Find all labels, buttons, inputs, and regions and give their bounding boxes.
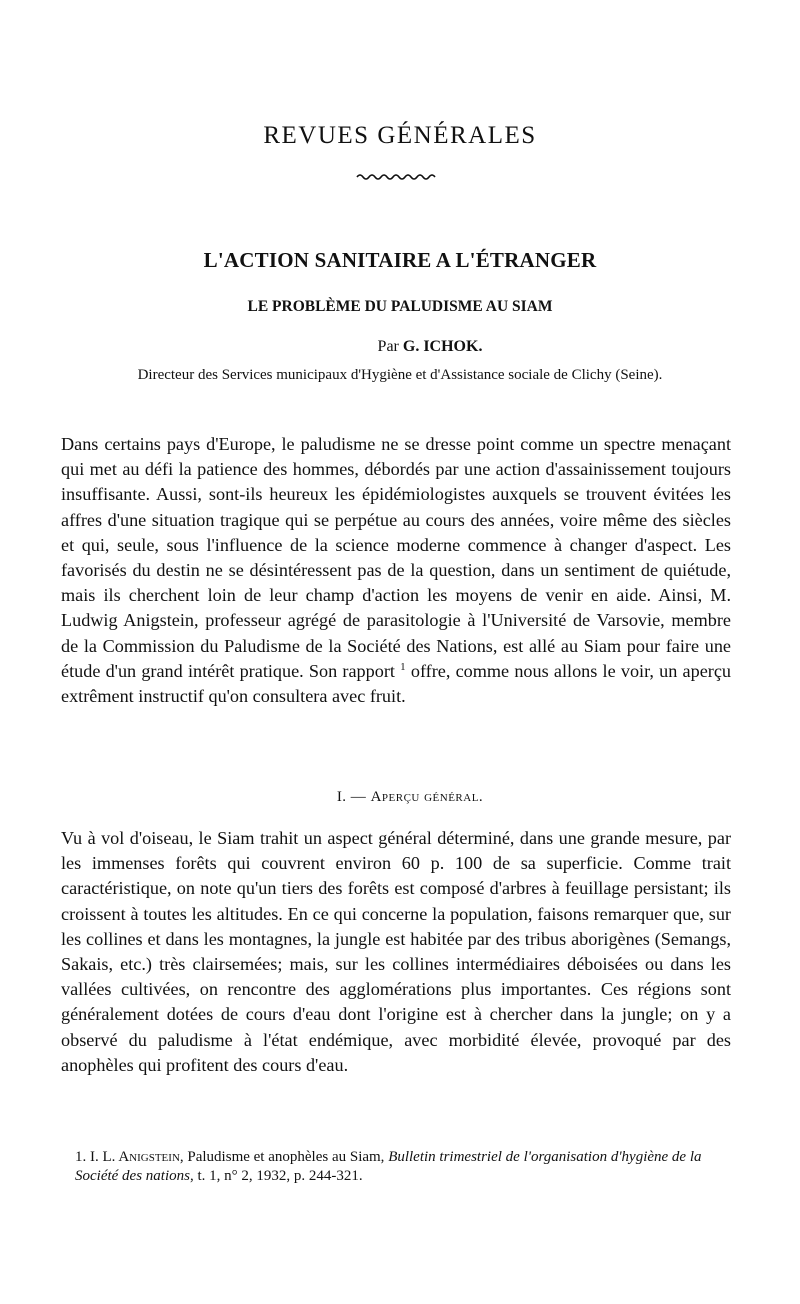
footnote bbox=[75, 1148, 735, 1186]
paragraph-intro bbox=[61, 432, 731, 709]
section-number: I. — bbox=[336, 789, 371, 805]
footnote-author: L. Anigstein bbox=[102, 1149, 180, 1165]
paragraph-overview: Vu à vol d'oiseau, le Siam trahit un aspect général déterminé, dans une grande mesure, par les immenses forêts qui couvrent environ 60 p. 100 de sa superficie. Comme trait caractéristique, on note qu'un tiers des forêts est composé d'arbres à feuillage persistant; ils croissent à toutes les altitudes. En ce qui concerne la population, faisons remarquer que, sur les collines et dans les montagnes, la jungle est habitée par des tribus aborigènes (Semangs, Sakais, etc.) très clairsemées; mais, sur les collines intermédiaires déboisées ou dans les vallées cultivées, on rencontre des agglomérations plus importantes. Ces régions sont généralement dotées de cours d'eau dont l'origine est à chercher dans la jungle; on y a observé du paludisme à l'état endémique, avec morbidité élevée, provoqué par des anophèles qui profitent des cours d'eau. bbox=[61, 828, 731, 1075]
article-subtitle: LE PROBLÈME DU PALUDISME AU SIAM bbox=[247, 298, 553, 315]
byline bbox=[0, 338, 800, 356]
section-subheading-text: Aperçu général. bbox=[370, 789, 484, 805]
ornament-divider bbox=[356, 172, 438, 182]
footnote-text-before: , Paludisme et anophèles au Siam, bbox=[179, 1149, 389, 1165]
section-subheading bbox=[0, 789, 800, 806]
paragraph-intro-text-a: Dans certains pays d'Europe, le paludisme ne se dresse point comme un spectre menaçant qui met au défi la patience des hommes, débordés par une action d'assainissement toujours insuffisante. Aussi, sont-ils heureux les épidémiologistes auxquels se trouvent évitées les affres d'une situation tragique qui se perpétue au cours des années, voire même des siècles et qui, seule, sous l'influence de la science moderne commence à changer d'aspect. Les favorisés du destin ne se désintéressent pas de la question, dans un sentiment de quiétude, mais ils cherchent loin de leur champ d'action les moyens de venir en aide. Ainsi, M. Ludwig Anigstein, professeur agrégé de parasitologie à l'Université de Varsovie, membre de la Commission du Paludisme de la Société des Nations, est allé au Siam pour faire une étude d'un grand intérêt pratique. Son rapport bbox=[61, 434, 731, 681]
author-affiliation: Directeur des Services municipaux d'Hygiène et d'Assistance sociale de Clichy (Seine). bbox=[137, 367, 663, 383]
article-title: L'ACTION SANITAIRE A L'ÉTRANGER bbox=[203, 248, 597, 272]
byline-prefix: Par bbox=[377, 338, 399, 355]
section-heading: REVUES GÉNÉRALES bbox=[263, 122, 537, 149]
author-name: G. ICHOK. bbox=[402, 338, 483, 355]
footnote-reference[interactable]: 1 bbox=[400, 660, 406, 673]
footnote-journal: Bulletin trimestriel de l'organisation d'hygiène de la Société des nations bbox=[75, 1149, 702, 1184]
footnote-number: 1. I. bbox=[75, 1149, 99, 1165]
paragraph-intro-text-b: offre, comme nous allons le voir, un aperçu extrêment instructif qu'on consultera avec fruit. bbox=[61, 660, 732, 707]
footnote-text-after: , t. 1, n° 2, 1932, p. 244-321. bbox=[189, 1168, 363, 1184]
